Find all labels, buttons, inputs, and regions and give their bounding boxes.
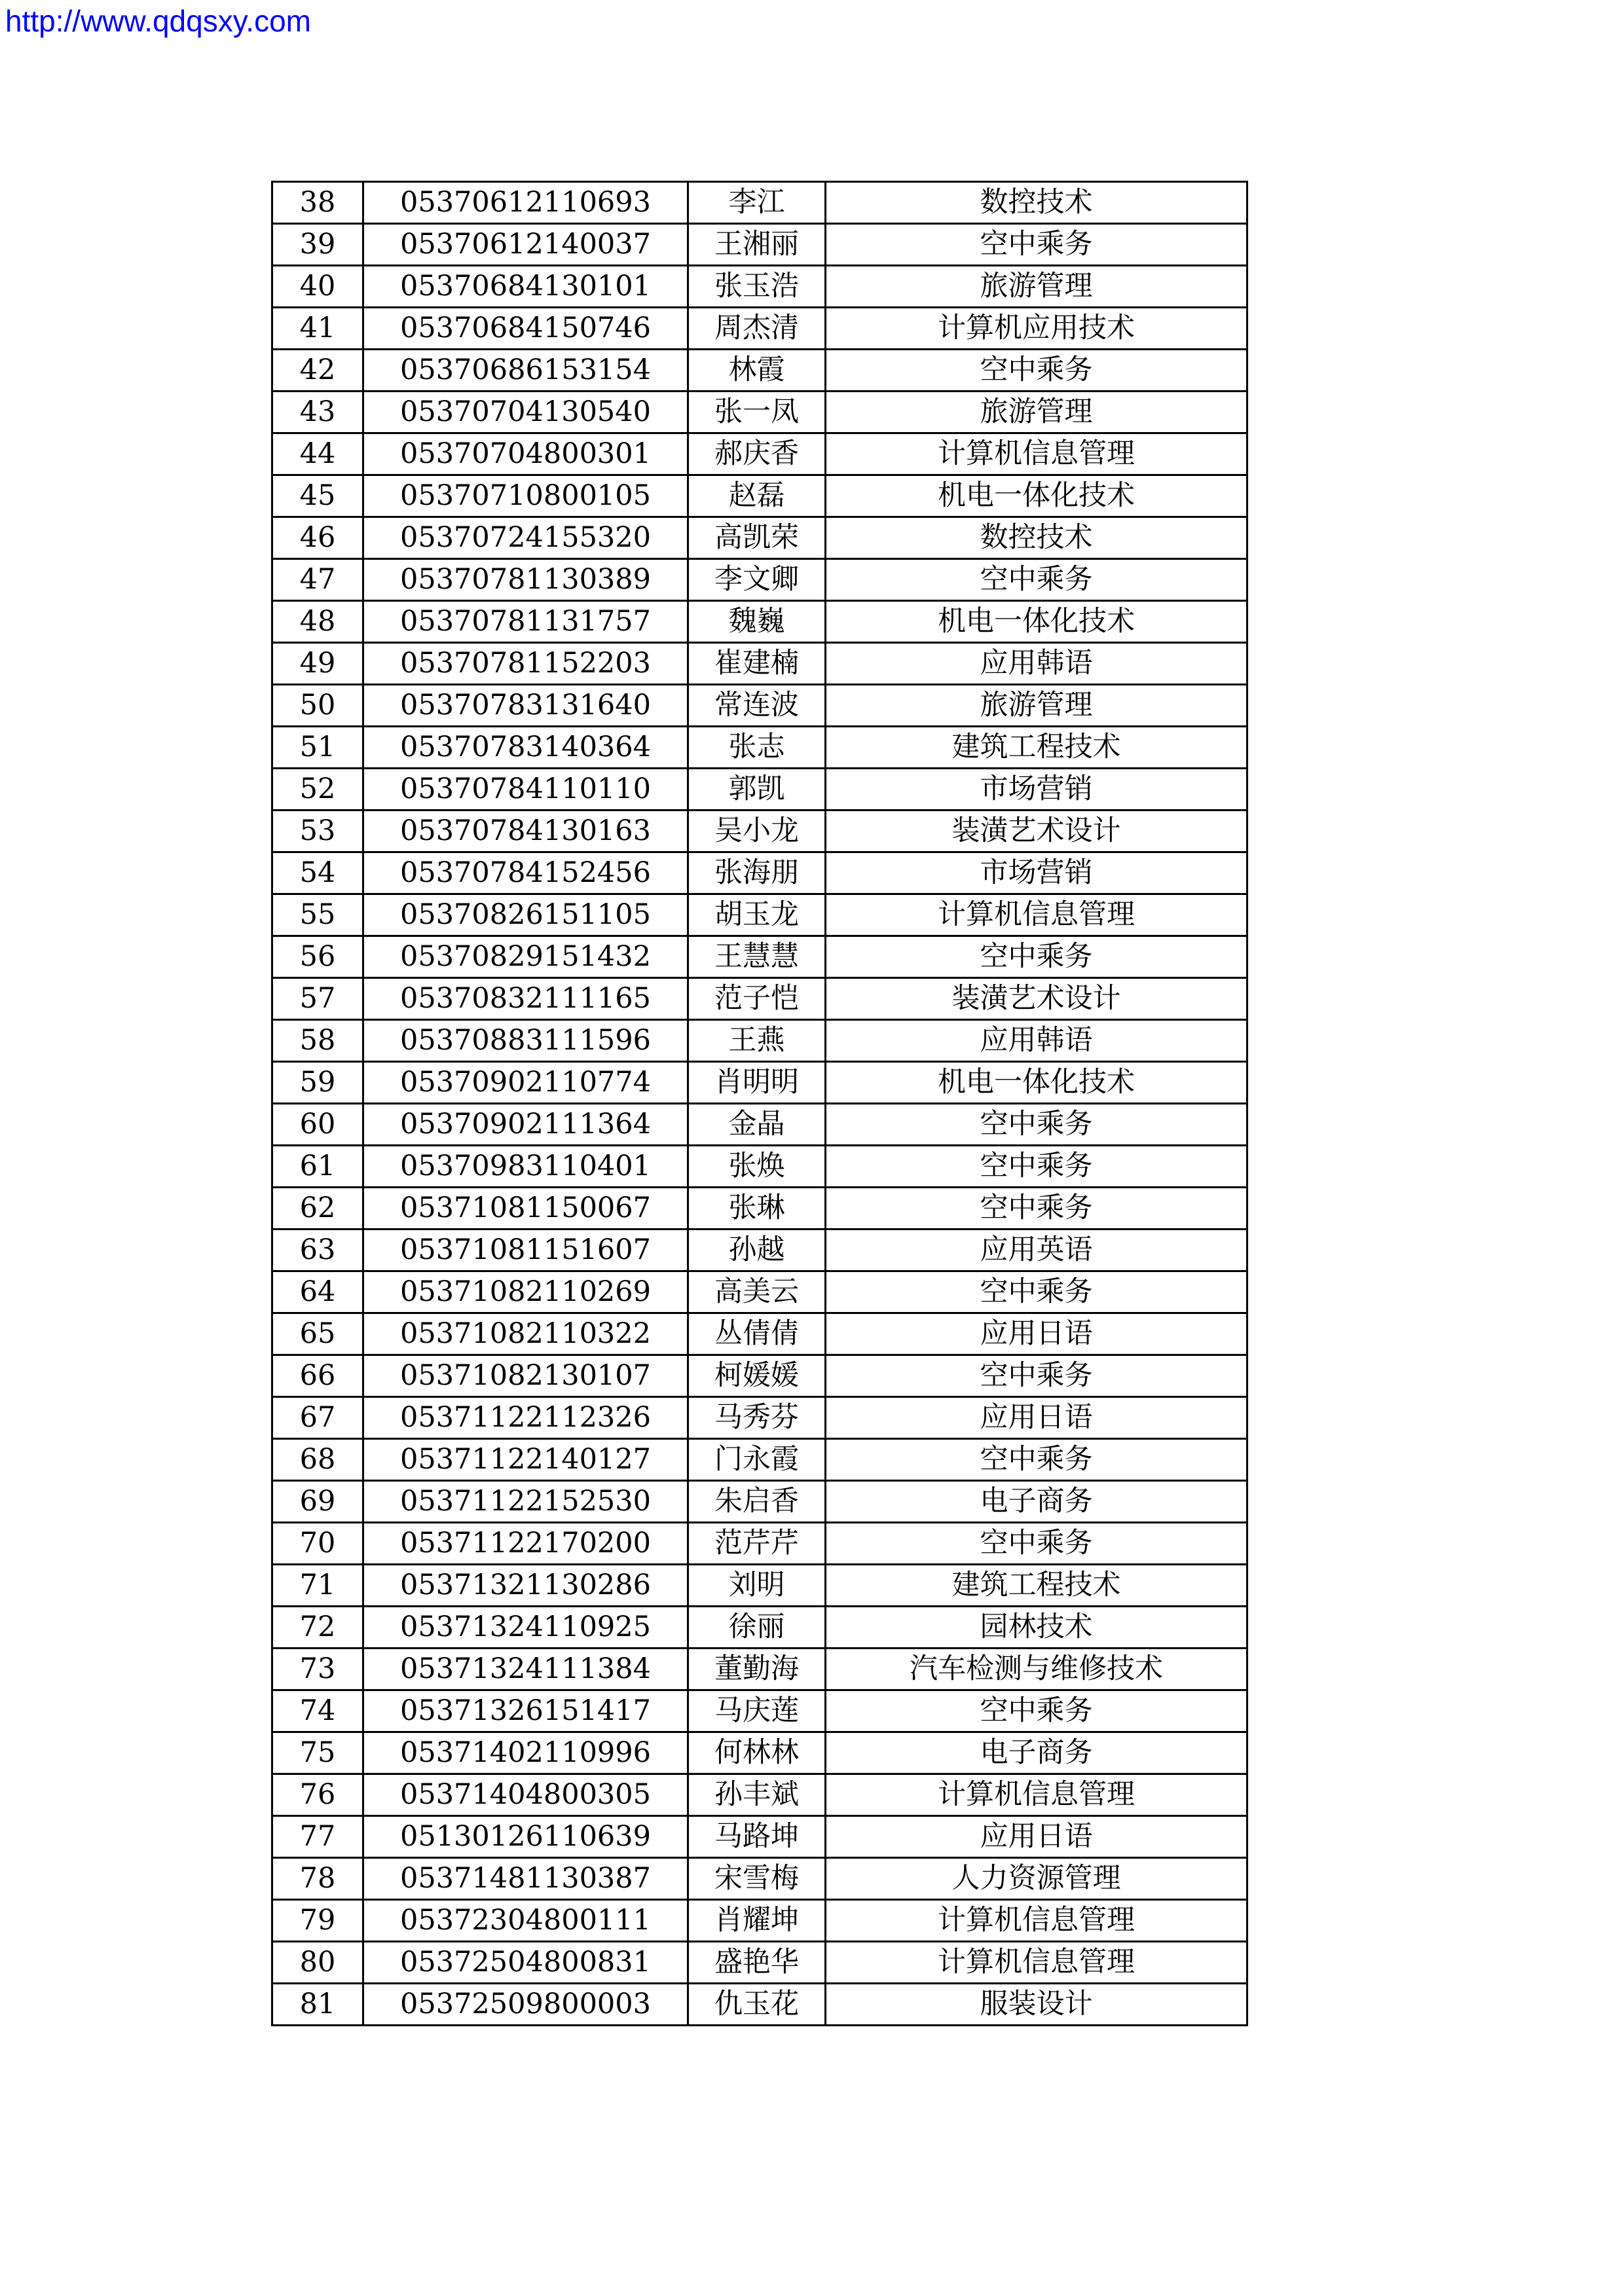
major-cell: 计算机信息管理 [826, 1774, 1247, 1816]
student-id-cell: 05130126110639 [363, 1816, 688, 1858]
major-cell: 服装设计 [826, 1984, 1247, 2026]
table-row [272, 559, 1247, 601]
student-name-cell: 张一凤 [688, 392, 826, 433]
student-id-cell: 05370612140037 [363, 224, 688, 266]
student-name-cell: 丛倩倩 [688, 1313, 826, 1355]
row-number-cell: 51 [272, 727, 363, 769]
table-row [272, 1188, 1247, 1230]
student-name-cell: 魏巍 [688, 601, 826, 643]
student-name-cell: 张玉浩 [688, 266, 826, 308]
row-number-cell: 52 [272, 769, 363, 811]
row-number-cell: 60 [272, 1104, 363, 1146]
student-id-cell: 05372509800003 [363, 1984, 688, 2026]
table-row [272, 1942, 1247, 1984]
major-cell: 计算机信息管理 [826, 1942, 1247, 1984]
student-id-cell: 05370883111596 [363, 1020, 688, 1062]
student-name-cell: 郝庆香 [688, 433, 826, 475]
major-cell: 园林技术 [826, 1607, 1247, 1649]
student-id-cell: 05370784130163 [363, 811, 688, 852]
table-row [272, 811, 1247, 852]
student-name-cell: 胡玉龙 [688, 894, 826, 936]
table-row [272, 517, 1247, 559]
major-cell: 旅游管理 [826, 392, 1247, 433]
major-cell: 建筑工程技术 [826, 1565, 1247, 1607]
table-row [272, 1523, 1247, 1565]
major-cell: 计算机信息管理 [826, 433, 1247, 475]
site-url-link[interactable]: http://www.qdqsxy.com [5, 4, 311, 38]
row-number-cell: 61 [272, 1146, 363, 1188]
student-name-cell: 宋雪梅 [688, 1858, 826, 1900]
table-row [272, 1020, 1247, 1062]
student-name-cell: 盛艳华 [688, 1942, 826, 1984]
table-row [272, 1607, 1247, 1649]
student-id-cell: 05371481130387 [363, 1858, 688, 1900]
student-id-cell: 05371081151607 [363, 1230, 688, 1271]
table-row [272, 1984, 1247, 2026]
table-row [272, 1104, 1247, 1146]
student-id-cell: 05370902111364 [363, 1104, 688, 1146]
student-name-cell: 王湘丽 [688, 224, 826, 266]
major-cell: 计算机信息管理 [826, 894, 1247, 936]
student-id-cell: 05371122170200 [363, 1523, 688, 1565]
major-cell: 建筑工程技术 [826, 727, 1247, 769]
table-row [272, 475, 1247, 517]
student-name-cell: 常连波 [688, 685, 826, 727]
row-number-cell: 63 [272, 1230, 363, 1271]
table-row [272, 1565, 1247, 1607]
row-number-cell: 76 [272, 1774, 363, 1816]
student-id-cell: 05371082130107 [363, 1355, 688, 1397]
student-name-cell: 崔建楠 [688, 643, 826, 685]
row-number-cell: 40 [272, 266, 363, 308]
major-cell: 计算机信息管理 [826, 1900, 1247, 1942]
major-cell: 空中乘务 [826, 1188, 1247, 1230]
student-name-cell: 柯媛媛 [688, 1355, 826, 1397]
row-number-cell: 59 [272, 1062, 363, 1104]
table-row [272, 1858, 1247, 1900]
student-id-cell: 05370784110110 [363, 769, 688, 811]
student-name-cell: 马庆莲 [688, 1690, 826, 1732]
major-cell: 空中乘务 [826, 350, 1247, 392]
student-name-cell: 孙越 [688, 1230, 826, 1271]
major-cell: 装潢艺术设计 [826, 978, 1247, 1020]
table-row [272, 1062, 1247, 1104]
major-cell: 空中乘务 [826, 936, 1247, 978]
student-id-cell: 05371402110996 [363, 1732, 688, 1774]
row-number-cell: 77 [272, 1816, 363, 1858]
row-number-cell: 53 [272, 811, 363, 852]
student-name-cell: 刘明 [688, 1565, 826, 1607]
student-id-cell: 05370704800301 [363, 433, 688, 475]
student-id-cell: 05370612110693 [363, 182, 688, 224]
student-id-cell: 05370781152203 [363, 643, 688, 685]
student-id-cell: 05370829151432 [363, 936, 688, 978]
table-row [272, 433, 1247, 475]
student-name-cell: 何林林 [688, 1732, 826, 1774]
student-id-cell: 05371082110269 [363, 1271, 688, 1313]
student-id-cell: 05370704130540 [363, 392, 688, 433]
major-cell: 数控技术 [826, 517, 1247, 559]
student-name-cell: 张琳 [688, 1188, 826, 1230]
major-cell: 应用英语 [826, 1230, 1247, 1271]
student-name-cell: 肖明明 [688, 1062, 826, 1104]
major-cell: 电子商务 [826, 1481, 1247, 1523]
row-number-cell: 42 [272, 350, 363, 392]
student-name-cell: 范子恺 [688, 978, 826, 1020]
student-id-cell: 05371082110322 [363, 1313, 688, 1355]
student-name-cell: 董勤海 [688, 1649, 826, 1690]
row-number-cell: 79 [272, 1900, 363, 1942]
major-cell: 应用日语 [826, 1397, 1247, 1439]
row-number-cell: 41 [272, 308, 363, 350]
major-cell: 机电一体化技术 [826, 1062, 1247, 1104]
major-cell: 人力资源管理 [826, 1858, 1247, 1900]
student-id-cell: 05370724155320 [363, 517, 688, 559]
table-row [272, 1439, 1247, 1481]
table-row [272, 978, 1247, 1020]
row-number-cell: 57 [272, 978, 363, 1020]
row-number-cell: 74 [272, 1690, 363, 1732]
major-cell: 数控技术 [826, 182, 1247, 224]
table-row [272, 1649, 1247, 1690]
student-id-cell: 05371324111384 [363, 1649, 688, 1690]
student-id-cell: 05370784152456 [363, 852, 688, 894]
student-id-cell: 05370902110774 [363, 1062, 688, 1104]
table-row [272, 894, 1247, 936]
student-name-cell: 张志 [688, 727, 826, 769]
row-number-cell: 68 [272, 1439, 363, 1481]
major-cell: 空中乘务 [826, 224, 1247, 266]
student-id-cell: 05370684150746 [363, 308, 688, 350]
table-row [272, 1313, 1247, 1355]
major-cell: 应用日语 [826, 1313, 1247, 1355]
major-cell: 计算机应用技术 [826, 308, 1247, 350]
row-number-cell: 54 [272, 852, 363, 894]
row-number-cell: 64 [272, 1271, 363, 1313]
row-number-cell: 62 [272, 1188, 363, 1230]
table-row [272, 1900, 1247, 1942]
student-name-cell: 徐丽 [688, 1607, 826, 1649]
major-cell: 机电一体化技术 [826, 475, 1247, 517]
major-cell: 应用韩语 [826, 1020, 1247, 1062]
row-number-cell: 56 [272, 936, 363, 978]
major-cell: 空中乘务 [826, 1523, 1247, 1565]
major-cell: 市场营销 [826, 769, 1247, 811]
row-number-cell: 38 [272, 182, 363, 224]
major-cell: 空中乘务 [826, 1271, 1247, 1313]
table-row [272, 1816, 1247, 1858]
student-id-cell: 05371324110925 [363, 1607, 688, 1649]
row-number-cell: 47 [272, 559, 363, 601]
student-name-cell: 周杰清 [688, 308, 826, 350]
table-row [272, 308, 1247, 350]
major-cell: 机电一体化技术 [826, 601, 1247, 643]
student-id-cell: 05372504800831 [363, 1942, 688, 1984]
student-roster-table [271, 181, 1248, 2026]
row-number-cell: 48 [272, 601, 363, 643]
student-id-cell: 05370826151105 [363, 894, 688, 936]
student-name-cell: 马秀芬 [688, 1397, 826, 1439]
row-number-cell: 80 [272, 1942, 363, 1984]
table-row [272, 727, 1247, 769]
student-id-cell: 05370983110401 [363, 1146, 688, 1188]
table-row [272, 224, 1247, 266]
table-row [272, 1397, 1247, 1439]
student-name-cell: 金晶 [688, 1104, 826, 1146]
major-cell: 旅游管理 [826, 685, 1247, 727]
student-name-cell: 王慧慧 [688, 936, 826, 978]
table-row [272, 1271, 1247, 1313]
table-row [272, 1481, 1247, 1523]
row-number-cell: 49 [272, 643, 363, 685]
row-number-cell: 75 [272, 1732, 363, 1774]
row-number-cell: 45 [272, 475, 363, 517]
student-name-cell: 李文卿 [688, 559, 826, 601]
row-number-cell: 78 [272, 1858, 363, 1900]
student-name-cell: 林霞 [688, 350, 826, 392]
row-number-cell: 58 [272, 1020, 363, 1062]
table-row [272, 182, 1247, 224]
table-row [272, 1230, 1247, 1271]
row-number-cell: 65 [272, 1313, 363, 1355]
student-id-cell: 05370781131757 [363, 601, 688, 643]
major-cell: 空中乘务 [826, 1104, 1247, 1146]
student-id-cell: 05371122112326 [363, 1397, 688, 1439]
student-name-cell: 张焕 [688, 1146, 826, 1188]
student-name-cell: 李江 [688, 182, 826, 224]
table-row [272, 1732, 1247, 1774]
student-name-cell: 张海朋 [688, 852, 826, 894]
major-cell: 应用韩语 [826, 643, 1247, 685]
major-cell: 市场营销 [826, 852, 1247, 894]
table-row [272, 1146, 1247, 1188]
student-name-cell: 赵磊 [688, 475, 826, 517]
student-name-cell: 高凯荣 [688, 517, 826, 559]
row-number-cell: 73 [272, 1649, 363, 1690]
roster-body [272, 182, 1247, 2026]
table-row [272, 643, 1247, 685]
row-number-cell: 39 [272, 224, 363, 266]
student-id-cell: 05371081150067 [363, 1188, 688, 1230]
row-number-cell: 43 [272, 392, 363, 433]
major-cell: 空中乘务 [826, 559, 1247, 601]
row-number-cell: 46 [272, 517, 363, 559]
student-name-cell: 孙丰斌 [688, 1774, 826, 1816]
table-row [272, 936, 1247, 978]
row-number-cell: 44 [272, 433, 363, 475]
table-row [272, 350, 1247, 392]
row-number-cell: 69 [272, 1481, 363, 1523]
major-cell: 空中乘务 [826, 1146, 1247, 1188]
student-id-cell: 05370686153154 [363, 350, 688, 392]
student-id-cell: 05371404800305 [363, 1774, 688, 1816]
table-row [272, 392, 1247, 433]
student-id-cell: 05371321130286 [363, 1565, 688, 1607]
row-number-cell: 71 [272, 1565, 363, 1607]
major-cell: 汽车检测与维修技术 [826, 1649, 1247, 1690]
student-name-cell: 朱启香 [688, 1481, 826, 1523]
student-id-cell: 05372304800111 [363, 1900, 688, 1942]
major-cell: 空中乘务 [826, 1439, 1247, 1481]
table-row [272, 1690, 1247, 1732]
major-cell: 旅游管理 [826, 266, 1247, 308]
row-number-cell: 81 [272, 1984, 363, 2026]
row-number-cell: 55 [272, 894, 363, 936]
student-name-cell: 吴小龙 [688, 811, 826, 852]
major-cell: 空中乘务 [826, 1355, 1247, 1397]
student-id-cell: 05370684130101 [363, 266, 688, 308]
student-id-cell: 05370710800105 [363, 475, 688, 517]
student-name-cell: 仇玉花 [688, 1984, 826, 2026]
student-name-cell: 门永霞 [688, 1439, 826, 1481]
student-id-cell: 05371122140127 [363, 1439, 688, 1481]
student-name-cell: 范芹芹 [688, 1523, 826, 1565]
row-number-cell: 50 [272, 685, 363, 727]
table-row [272, 1355, 1247, 1397]
student-id-cell: 05370832111165 [363, 978, 688, 1020]
student-name-cell: 郭凯 [688, 769, 826, 811]
student-id-cell: 05370783131640 [363, 685, 688, 727]
major-cell: 装潢艺术设计 [826, 811, 1247, 852]
row-number-cell: 72 [272, 1607, 363, 1649]
major-cell: 空中乘务 [826, 1690, 1247, 1732]
student-id-cell: 05371122152530 [363, 1481, 688, 1523]
table-row [272, 852, 1247, 894]
student-id-cell: 05371326151417 [363, 1690, 688, 1732]
student-name-cell: 马路坤 [688, 1816, 826, 1858]
table-row [272, 266, 1247, 308]
major-cell: 应用日语 [826, 1816, 1247, 1858]
row-number-cell: 66 [272, 1355, 363, 1397]
student-name-cell: 高美云 [688, 1271, 826, 1313]
student-name-cell: 王燕 [688, 1020, 826, 1062]
table-row [272, 769, 1247, 811]
major-cell: 电子商务 [826, 1732, 1247, 1774]
student-id-cell: 05370783140364 [363, 727, 688, 769]
table-row [272, 1774, 1247, 1816]
table-row [272, 685, 1247, 727]
student-id-cell: 05370781130389 [363, 559, 688, 601]
row-number-cell: 67 [272, 1397, 363, 1439]
student-name-cell: 肖耀坤 [688, 1900, 826, 1942]
table-row [272, 601, 1247, 643]
row-number-cell: 70 [272, 1523, 363, 1565]
